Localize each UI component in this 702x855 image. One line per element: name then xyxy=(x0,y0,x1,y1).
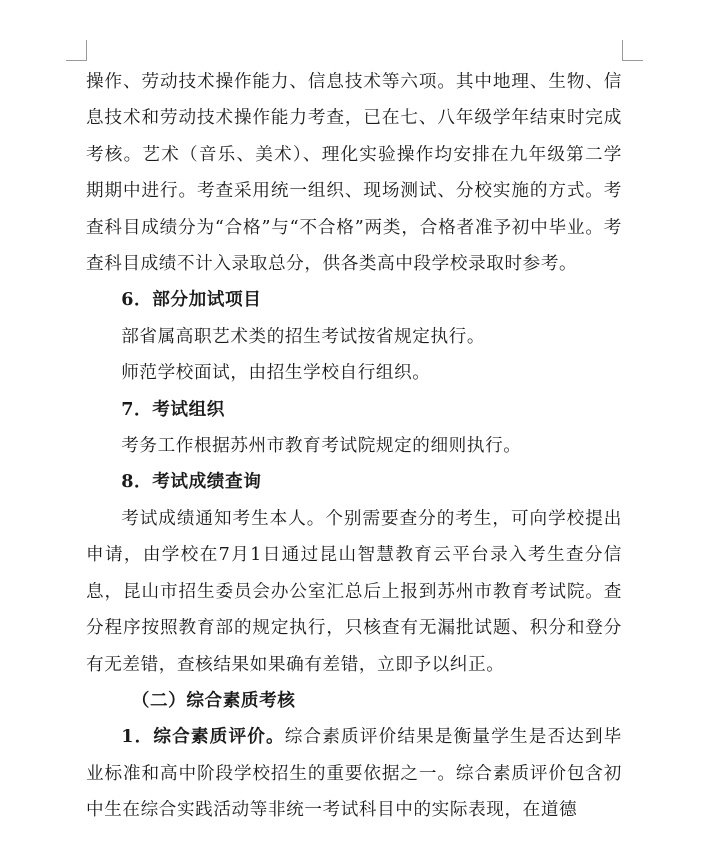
paragraph-art-exam: 部省属高职艺术类的招生考试按省规定执行。 xyxy=(121,326,486,347)
heading-comprehensive-quality: （二）综合素质考核 xyxy=(131,689,296,711)
heading-exam-organization: 7．考试组织 xyxy=(121,398,225,420)
paragraph-normal-school-interview: 师范学校面试，由招生学校自行组织。 xyxy=(121,363,431,384)
paragraph-exam-affairs: 考务工作根据苏州市教育考试院规定的细则执行。 xyxy=(121,436,522,457)
paragraph-score-query: 考试成绩通知考生本人。个别需要查分的考生，可向学校提出申请，由学校在7月1日通过昆山智慧教育云平台录入考生查分信息，昆山市招生委员会办公室汇总后上报到苏州市教育考试院。查分程序按照教育部的规定执行，只核查有无漏批试题、积分和登分有无差错，查核结果如果确有差错，立即予以纠正。 xyxy=(86,508,622,675)
paragraph-lead-bold: 1．综合素质评价。 xyxy=(121,726,285,748)
paragraph-comprehensive-evaluation xyxy=(86,719,622,828)
document-body xyxy=(86,64,622,829)
heading-additional-tests: 6．部分加试项目 xyxy=(121,289,262,311)
crop-mark-top-left xyxy=(66,40,87,61)
paragraph-evaluation-text: 综合素质评价结果是衡量学生是否达到毕业标准和高中阶段学校招生的重要依据之一。综合素质评价包含初中生在综合实践活动等非统一考试科目中的实际表现，在道德 xyxy=(86,727,622,821)
crop-mark-top-right xyxy=(622,40,643,61)
heading-score-query: 8．考试成绩查询 xyxy=(121,471,262,493)
paragraph-exam-subjects: 操作、劳动技术操作能力、信息技术等六项。其中地理、生物、信息技术和劳动技术操作能力考查，已在七、八年级学年结束时完成考核。艺术（音乐、美术）、理化实验操作均安排在九年级第二学期期中进行。考查采用统一组织、现场测试、分校实施的方式。考查科目成绩分为“合格”与“不合格”两类，合格者准予初中毕业。考查科目成绩不计入录取总分，供各类高中段学校录取时参考。 xyxy=(86,72,622,275)
